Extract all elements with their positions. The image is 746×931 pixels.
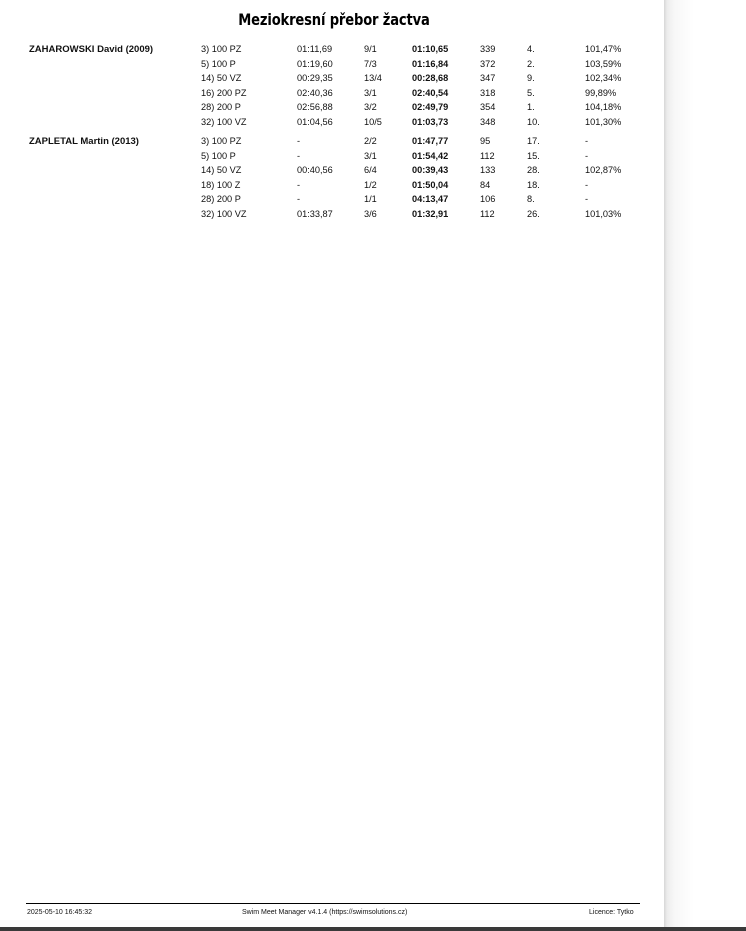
points: 318	[480, 87, 496, 98]
rank: 1.	[527, 102, 535, 112]
rank: 5.	[527, 87, 535, 98]
points: 84	[480, 179, 491, 190]
entry-time: -	[297, 150, 301, 161]
entry-time: -	[297, 179, 301, 190]
event-name: 32) 100 VZ	[201, 208, 247, 219]
points: 347	[480, 73, 496, 83]
event-name: 3) 100 PZ	[201, 44, 242, 54]
points: 348	[480, 116, 496, 127]
rank: 26.	[527, 208, 540, 219]
athlete-name: ZAHAROWSKI David (2009)	[29, 44, 154, 55]
result-row	[0, 73, 664, 87]
entry-time: 01:04,56	[297, 116, 333, 127]
rank: 17.	[527, 136, 540, 146]
entry-time: 01:19,60	[297, 58, 333, 69]
event-name: 32) 100 VZ	[201, 116, 247, 127]
event-name: 5) 100 P	[201, 58, 236, 69]
final-time: 01:03,73	[412, 116, 449, 127]
software-credit: Swim Meet Manager v4.1.4 (https://swimsolutions.cz)	[242, 909, 408, 916]
result-row	[0, 136, 664, 150]
entry-time: -	[297, 194, 301, 204]
points: 372	[480, 58, 496, 69]
rank: 9.	[527, 73, 535, 83]
heat-lane: 2/2	[364, 136, 377, 146]
percentage: 102,87%	[585, 165, 622, 175]
heat-lane: 13/4	[364, 73, 382, 83]
percentage: 101,30%	[585, 116, 622, 127]
event-name: 14) 50 VZ	[201, 165, 242, 175]
points: 112	[480, 208, 495, 219]
final-time: 01:54,42	[412, 150, 449, 161]
percentage: -	[585, 194, 589, 204]
final-time: 00:28,68	[412, 73, 449, 83]
result-row	[0, 88, 664, 102]
heat-lane: 3/2	[364, 102, 377, 112]
points: 133	[480, 165, 496, 175]
result-row	[0, 165, 664, 179]
heat-lane: 9/1	[364, 44, 377, 54]
final-time: 01:32,91	[412, 208, 449, 219]
licence-text: Licence: Tytko	[589, 909, 634, 916]
page-edge-shadow	[664, 0, 746, 931]
heat-lane: 1/1	[364, 194, 377, 204]
event-name: 3) 100 PZ	[201, 136, 242, 146]
heat-lane: 6/4	[364, 165, 377, 175]
entry-time: 01:33,87	[297, 208, 333, 219]
rank: 18.	[527, 179, 540, 190]
percentage: -	[585, 150, 589, 161]
percentage: 103,59%	[585, 58, 622, 69]
entry-time: 02:56,88	[297, 102, 333, 112]
percentage: 101,03%	[585, 208, 622, 219]
rank: 4.	[527, 44, 535, 54]
print-timestamp: 2025-05-10 16:45:32	[27, 909, 92, 916]
result-row	[0, 151, 664, 165]
final-time: 01:10,65	[412, 44, 449, 54]
result-row	[0, 44, 664, 58]
rank: 8.	[527, 194, 535, 204]
event-name: 28) 200 P	[201, 194, 241, 204]
percentage: 104,18%	[585, 102, 622, 112]
points: 106	[480, 194, 496, 204]
heat-lane: 7/3	[364, 58, 377, 69]
entry-time: 00:40,56	[297, 165, 333, 175]
entry-time: 00:29,35	[297, 73, 333, 83]
page-title: Meziokresní přebor žactva	[238, 10, 430, 29]
points: 354	[480, 102, 496, 112]
entry-time: -	[297, 136, 301, 146]
event-name: 16) 200 PZ	[201, 87, 247, 98]
heat-lane: 10/5	[364, 116, 382, 127]
percentage: -	[585, 136, 589, 146]
final-time: 01:47,77	[412, 136, 449, 146]
final-time: 01:16,84	[412, 58, 449, 69]
heat-lane: 1/2	[364, 179, 377, 190]
points: 339	[480, 44, 496, 54]
athlete-name: ZAPLETAL Martin (2013)	[29, 136, 139, 147]
heat-lane: 3/6	[364, 208, 377, 219]
result-row	[0, 117, 664, 131]
event-name: 14) 50 VZ	[201, 73, 242, 83]
rank: 2.	[527, 58, 535, 69]
final-time: 02:40,54	[412, 87, 449, 98]
event-name: 28) 200 P	[201, 102, 241, 112]
result-row	[0, 194, 664, 208]
percentage: 101,47%	[585, 44, 622, 54]
final-time: 01:50,04	[412, 179, 449, 190]
entry-time: 01:11,69	[297, 44, 333, 54]
rank: 10.	[527, 116, 540, 127]
final-time: 04:13,47	[412, 194, 449, 204]
percentage: 99,89%	[585, 87, 617, 98]
percentage: -	[585, 179, 589, 190]
percentage: 102,34%	[585, 73, 622, 83]
points: 95	[480, 136, 491, 146]
heat-lane: 3/1	[364, 87, 377, 98]
window-bottom-edge	[0, 927, 746, 931]
heat-lane: 3/1	[364, 150, 377, 161]
result-row	[0, 209, 664, 223]
entry-time: 02:40,36	[297, 87, 333, 98]
final-time: 00:39,43	[412, 165, 449, 175]
result-row	[0, 59, 664, 73]
result-row	[0, 102, 664, 116]
points: 112	[480, 150, 495, 161]
event-name: 18) 100 Z	[201, 179, 241, 190]
final-time: 02:49,79	[412, 102, 449, 112]
event-name: 5) 100 P	[201, 150, 236, 161]
rank: 28.	[527, 165, 540, 175]
footer-divider	[26, 903, 640, 904]
result-row	[0, 180, 664, 194]
rank: 15.	[527, 150, 540, 161]
